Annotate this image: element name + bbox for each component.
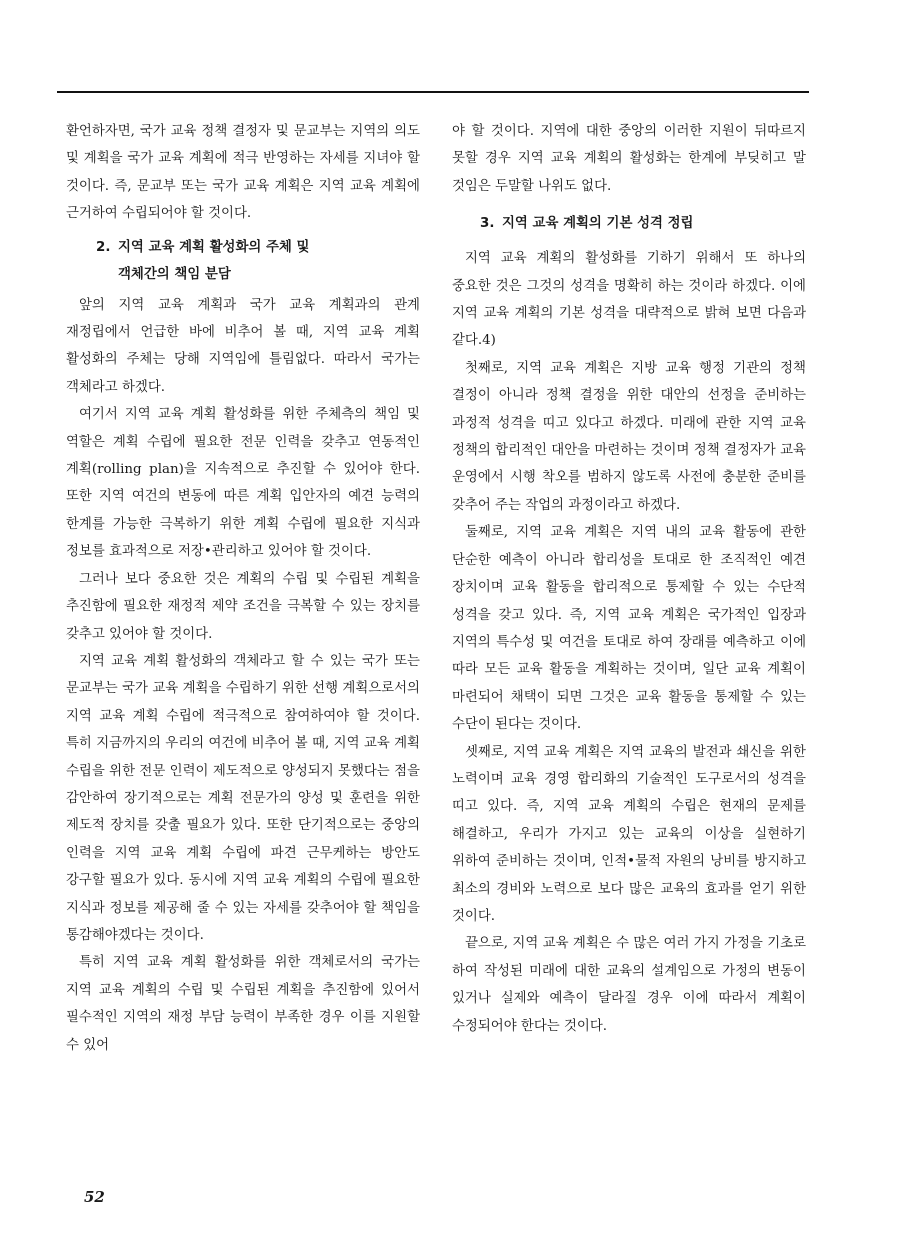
paragraph: 특히 지역 교육 계획 활성화를 위한 객체로서의 국가는 지역 교육 계획의 수립 및 수립된 계획을 추진함에 있어서 필수적인 지역의 재정 부담 능력이 부족한 경우 이를 지원할 수 있어	[66, 955, 420, 1053]
section-heading-line2: 객체간의 책임 분담	[118, 266, 231, 282]
section-heading-text: 지역 교육 계획의 기본 성격 정립	[502, 216, 694, 232]
paragraph: 야 할 것이다. 지역에 대한 중앙의 이러한 지원이 뒤따르지 못할 경우 지역 교육 계획의 활성화는 한계에 부딪히고 말 것임은 두말할 나위도 없다.	[452, 124, 806, 194]
right-column	[452, 118, 806, 1040]
paragraph: 셋째로, 지역 교육 계획은 지역 교육의 발전과 쇄신을 위한 노력이며 교육 경영 합리화의 기술적인 도구로서의 성격을 띠고 있다. 즉, 지역 교육 계획의 수립은 현재의 문제를 해결하고, 우리가 가지고 있는 교육의 이상을 실현하기 위하여 준비하는 것이며, 인적•물적 자원의 낭비를 방지하고 최소의 경비와 노력으로 보다 많은 교육의 효과를 얻기 위한 것이다.	[452, 744, 806, 924]
paragraph: 끝으로, 지역 교육 계획은 수 많은 여러 가지 가정을 기초로 하여 작성된 미래에 대한 교육의 설계임으로 가정의 변동이 있거나 실제와 예측이 달라질 경우 이에 따라서 계획이 수정되어야 한다는 것이다.	[452, 936, 806, 1034]
paragraph: 둘째로, 지역 교육 계획은 지역 내의 교육 활동에 관한 단순한 예측이 아니라 합리성을 토대로 한 조직적인 예견 장치이며 교육 활동을 합리적으로 통제할 수 있는 수단적 성격을 갖고 있다. 즉, 지역 교육 계획은 국가적인 입장과 지역의 특수성 및 여건을 토대로 하여 장래를 예측하고 이에 따라 모든 교육 활동을 계획하는 것이며, 일단 교육 계획이 마련되어 채택이 되면 그것은 교육 활동을 통제할 수 있는 수단이 된다는 것이다.	[452, 525, 806, 733]
paragraph: 그러나 보다 중요한 것은 계획의 수립 및 수립된 계획을 추진함에 필요한 재정적 제약 조건을 극복할 수 있는 장치를 갖추고 있어야 할 것이다.	[66, 571, 420, 642]
paragraph: 여기서 지역 교육 계획 활성화를 위한 주체측의 책임 및 역할은 계획 수립에 필요한 전문 인력을 갖추고 연동적인 계획(rolling plan)을 지속적으로 추진할 수 있어야 한다. 또한 지역 여건의 변동에 따른 계획 입안자의 예견 능력의 한계를 가능한 극복하기 위한 계획 수립에 필요한 지식과 정보를 효과적으로 저장•관리하고 있어야 할 것이다.	[66, 407, 420, 560]
top-rule	[57, 91, 809, 93]
paragraph: 첫째로, 지역 교육 계획은 지방 교육 행정 기관의 정책 결정이 아니라 정책 결정을 위한 대안의 선정을 준비하는 과정적 성격을 띠고 있다고 하겠다. 미래에 관한 지역 교육 정책의 합리적인 대안을 마련하는 것이며 정책 결정자가 교육 운영에서 시행 착오를 범하지 않도록 사전에 충분한 준비를 갖추어 주는 작업의 과정이라고 하겠다.	[452, 360, 806, 513]
section-heading-2	[66, 234, 420, 288]
page-number: 52	[84, 1188, 105, 1206]
paragraph: 환언하자면, 국가 교육 정책 결정자 및 문교부는 지역의 의도 및 계획을 국가 교육 계획에 적극 반영하는 자세를 지녀야 할 것이다. 즉, 문교부 또는 국가 교육 계획은 지역 교육 계획에 근거하여 수립되어야 할 것이다.	[66, 124, 420, 222]
section-number: 3.	[480, 216, 495, 232]
section-number: 2.	[96, 239, 111, 255]
left-column	[66, 118, 420, 1059]
paragraph: 지역 교육 계획의 활성화를 기하기 위해서 또 하나의 중요한 것은 그것의 성격을 명확히 하는 것이라 하겠다. 이에 지역 교육 계획의 기본 성격을 대략적으로 밝혀 보면 다음과 같다.4)	[452, 251, 806, 349]
section-heading-3	[452, 210, 806, 237]
paragraph: 지역 교육 계획 활성화의 객체라고 할 수 있는 국가 또는 문교부는 국가 교육 계획을 수립하기 위한 선행 계획으로서의 지역 교육 계획 수립에 적극적으로 참여하여야 할 것이다. 특히 지금까지의 우리의 여건에 비추어 볼 때, 지역 교육 계획 수립을 위한 전문 인력이 제도적으로 양성되지 못했다는 점을 감안하여 장기적으로는 계획 전문가의 양성 및 훈련을 위한 제도적 장치를 갖출 필요가 있다. 또한 단기적으로는 중앙의 인력을 지역 교육 계획 수립에 파견 근무케하는 방안도 강구할 필요가 있다. 동시에 지역 교육 계획의 수립에 필요한 지식과 정보를 제공해 줄 수 있는 자세를 갖추어야 할 책임을 통감해야겠다는 것이다.	[66, 653, 420, 943]
paragraph: 앞의 지역 교육 계획과 국가 교육 계획과의 관계 재정립에서 언급한 바에 비추어 볼 때, 지역 교육 계획 활성화의 주체는 당해 지역임에 틀림없다. 따라서 국가는 객체라고 하겠다.	[66, 297, 420, 395]
section-heading-line1: 지역 교육 계획 활성화의 주체 및	[118, 239, 310, 255]
